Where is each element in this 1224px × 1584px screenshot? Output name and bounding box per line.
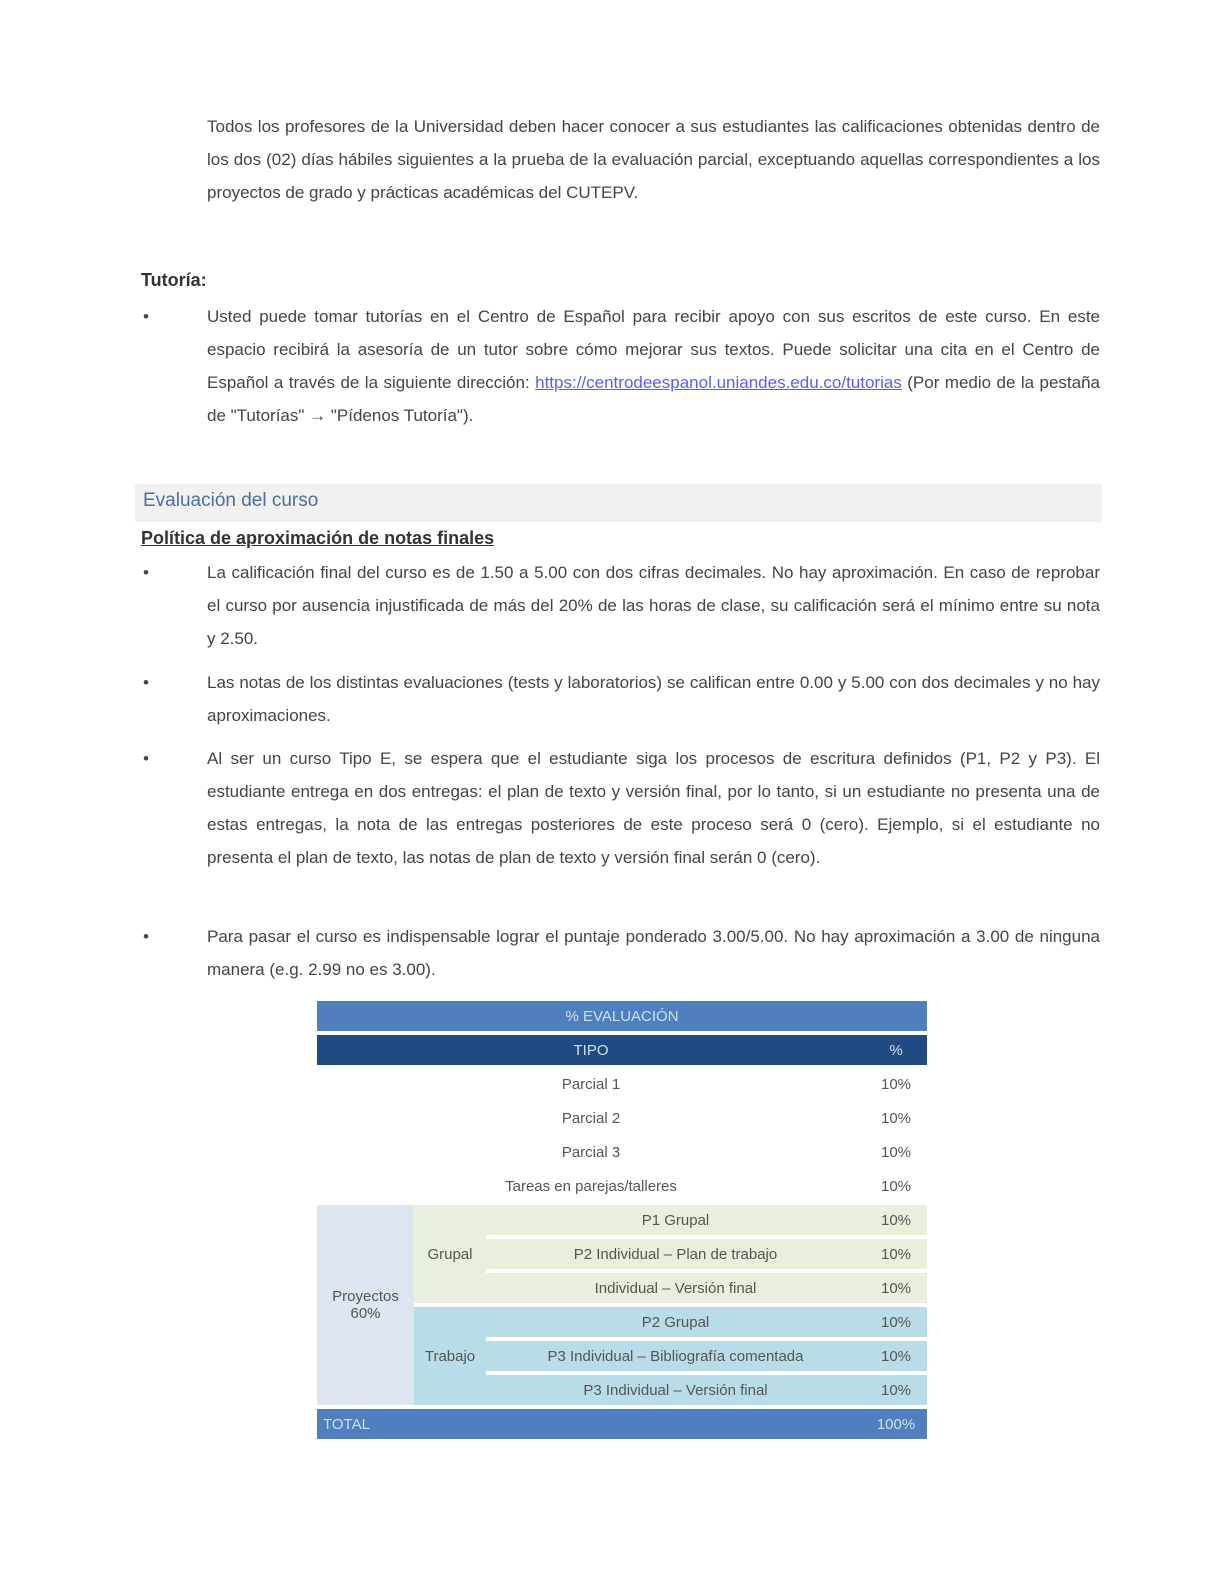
table-row [317, 1137, 927, 1167]
row-pct: 10% [880, 1177, 912, 1195]
row-tipo: Parcial 2 [561, 1109, 621, 1127]
bullet-icon: • [143, 563, 149, 582]
row-tipo: P3 Individual – Versión final [486, 1375, 865, 1405]
row-pct: 10% [880, 1143, 912, 1161]
tutoria-paragraph [207, 300, 1100, 432]
section-header [135, 484, 1102, 522]
row-pct: 10% [865, 1273, 927, 1303]
policy-bullet: Las notas de los distintas evaluaciones (tests y laboratorios) se califican entre 0.00 y 5.00 con dos decimales y no hay aproximaciones. [207, 673, 1100, 725]
col-pct: % [865, 1035, 927, 1065]
bullet-icon: • [143, 673, 149, 692]
evaluation-table [317, 997, 927, 1443]
group-trabajo: Trabajo [414, 1307, 486, 1405]
row-tipo: Parcial 1 [561, 1075, 621, 1093]
row-tipo: P2 Grupal [486, 1307, 865, 1337]
row-pct: 10% [865, 1341, 927, 1371]
group-grupal: Grupal [414, 1205, 486, 1303]
tutoria-text: Usted puede tomar tutorías en el Centro de Español para recibir apoyo con sus escritos de este curso. En este espacio recibirá la asesoría de un tutor sobre cómo mejorar sus textos. Puede solicitar una cita en el Centro de Español a través de la siguiente dirección: [207, 307, 1100, 392]
bullet-icon: • [143, 927, 149, 946]
policy-bullet: Al ser un curso Tipo E, se espera que el estudiante siga los procesos de escritura definidos (P1, P2 y P3). El estudiante entrega en dos entregas: el plan de texto y versión final, por lo tanto, si un estudiante no presenta una de estas entregas, la nota de las entregas posteriores de este proceso será 0 (cero). Ejemplo, si el estudiante no presenta el plan de texto, las notas de plan de texto y versión final serán 0 (cero). [207, 749, 1100, 867]
table-row [317, 1069, 927, 1099]
intro-paragraph: Todos los profesores de la Universidad deben hacer conocer a sus estudiantes las calificaciones obtenidas dentro de los dos (02) días hábiles siguientes a la prueba de la evaluación parcial, exceptuando aquellas correspondientes a los proyectos de grado y prácticas académicas del CUTEPV. [207, 117, 1100, 202]
table-row [317, 1103, 927, 1133]
col-tipo: TIPO [317, 1035, 865, 1065]
row-pct: 10% [865, 1239, 927, 1269]
row-tipo: P1 Grupal [486, 1205, 865, 1235]
policy-heading: Política de aproximación de notas finales [141, 528, 495, 548]
table-row [317, 1171, 927, 1201]
row-tipo: P3 Individual – Bibliografía comentada [486, 1341, 865, 1371]
row-pct: 10% [880, 1109, 912, 1127]
tutoria-heading: Tutoría: [141, 270, 207, 290]
row-tipo: Individual – Versión final [486, 1273, 865, 1303]
bullet-icon: • [143, 749, 149, 768]
row-tipo: Tareas en parejas/talleres [505, 1177, 677, 1195]
row-pct: 10% [865, 1205, 927, 1235]
total-pct: 100% [865, 1409, 927, 1439]
row-pct: 10% [865, 1307, 927, 1337]
row-tipo: Parcial 3 [561, 1143, 621, 1161]
row-pct: 10% [880, 1075, 912, 1093]
row-tipo: P2 Individual – Plan de trabajo [486, 1239, 865, 1269]
policy-bullet: La calificación final del curso es de 1.50 a 5.00 con dos cifras decimales. No hay aproximación. En caso de reprobar el curso por ausencia injustificada de más del 20% de las horas de clase, su calificación será el mínimo entre su nota y 2.50. [207, 563, 1100, 648]
tutoria-after: (Por medio de la pestaña de "Tutorías" → "Pídenos Tutoría"). [207, 373, 1101, 425]
bullet-icon: • [143, 307, 149, 326]
total-label: TOTAL [317, 1409, 865, 1439]
table-row [317, 1205, 927, 1235]
section-title: Evaluación del curso [143, 490, 319, 511]
total-row [317, 1409, 927, 1439]
proyectos-cell: Proyectos 60% [317, 1205, 414, 1405]
table-title: % EVALUACIÓN [317, 1001, 927, 1031]
row-pct: 10% [865, 1375, 927, 1405]
policy-bullet: Para pasar el curso es indispensable lograr el puntaje ponderado 3.00/5.00. No hay aproximación a 3.00 de ninguna manera (e.g. 2.99 no es 3.00). [207, 927, 1100, 979]
tutoria-link[interactable]: https://centrodeespanol.uniandes.edu.co/tutorias [535, 373, 902, 392]
